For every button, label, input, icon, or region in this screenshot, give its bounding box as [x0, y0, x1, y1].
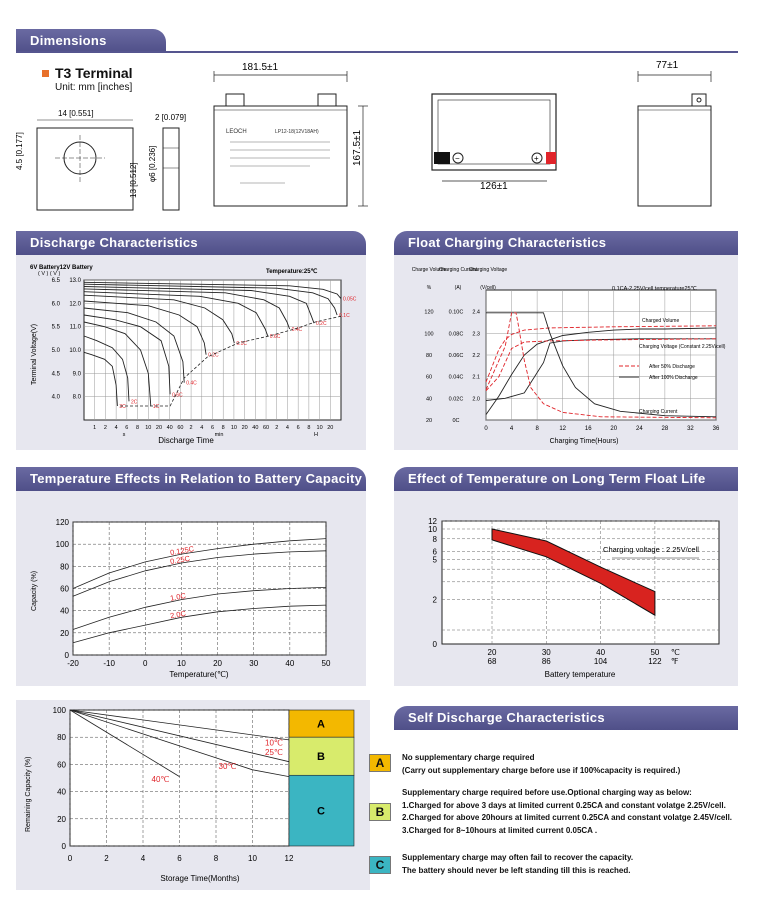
discharge-chart — [16, 255, 366, 450]
note-b-line: 3.Charged for 8~10hours at limited current 0.05CA . — [402, 825, 598, 835]
series-label: 30℃ — [218, 761, 237, 771]
legend-label: Charging Current — [639, 409, 678, 415]
y6-tick-label: 5.0 — [51, 348, 60, 354]
y-tick-label: 80 — [57, 733, 66, 743]
y12-tick-label: 10.0 — [69, 348, 81, 354]
x-tick-f: 104 — [593, 657, 608, 666]
column-unit: (V/cell) — [480, 285, 496, 291]
float-life-chart — [394, 491, 738, 686]
x-tick-label: 8 — [307, 425, 311, 431]
y-tick-label: 10 — [428, 524, 437, 534]
condition-label: 0.1CA-2.25V/cell temperature25℃ — [612, 286, 697, 292]
y-volume-tick: 60 — [425, 374, 433, 381]
y12-tick-label: 9.0 — [72, 371, 81, 378]
y-voltage-tick: 2.3 — [472, 331, 480, 338]
series-label: 2.0C — [169, 608, 187, 621]
series-label: 25℃ — [265, 747, 283, 757]
x-tick-label: 50 — [321, 659, 331, 668]
x-tick-f: 86 — [541, 657, 551, 666]
spacing-label: 126±1 — [480, 181, 508, 192]
x-tick-label: 40 — [285, 659, 295, 668]
y-current-tick: 0.04C — [448, 374, 464, 381]
x-tick-label: 4 — [285, 425, 289, 431]
y6-tick-label: 5.5 — [51, 324, 60, 331]
legend-label: Charging Voltage (Constant 2.25V/cell) — [639, 344, 726, 350]
y-tick-label: 20 — [57, 814, 66, 824]
note-c-line: Supplementary charge may often fail to recover the capacity. — [402, 853, 634, 862]
y-tick-label: 2 — [432, 595, 437, 605]
x-tick-label: 0 — [67, 854, 73, 863]
series-end-label: 2C — [130, 399, 138, 406]
y-tick-label: 5 — [432, 555, 437, 565]
float-header: Float Charging Characteristics — [394, 231, 738, 255]
x-tick-f: 122 — [648, 657, 662, 666]
x-tick-label: 2 — [104, 854, 109, 863]
y-current-tick: 0.08C — [448, 331, 464, 338]
label-model: LP12-18(12V18AH) — [275, 129, 319, 135]
y-tick-label: 20 — [60, 628, 69, 638]
header-left: 6V Battery12V Battery — [30, 265, 93, 271]
legend-label: After 50% Discharge — [649, 364, 695, 370]
note-b-line: Supplementary charge required before use.Optional charging way as below: — [402, 788, 692, 797]
y6-tick-label: 6.0 — [51, 301, 60, 308]
y-tick-label: 100 — [55, 540, 69, 550]
x-tick-label: 12 — [559, 426, 567, 432]
y-voltage-tick: 2.2 — [472, 353, 480, 359]
x-axis-label: Storage Time(Months) — [160, 874, 240, 883]
y-tick-label: 0 — [64, 651, 69, 660]
x-tick-f: 68 — [487, 657, 497, 666]
dimensions-header: Dimensions — [16, 29, 166, 53]
note-c — [402, 852, 633, 877]
x-tick-label: 16 — [584, 426, 592, 432]
note-a-line: No supplementary charge required — [402, 753, 535, 762]
legend-label: After 100% Discharge — [649, 375, 698, 381]
y-tick-label: 120 — [55, 518, 69, 527]
column-label: Charging Current — [438, 267, 478, 273]
y-tick-label: 6 — [432, 547, 437, 557]
y-current-tick: 0.06C — [448, 353, 464, 359]
t-offset-label: 4.5 [0.177] — [15, 132, 24, 170]
y-volume-tick: 80 — [425, 353, 433, 359]
label-brand: LEOCH — [226, 129, 247, 135]
x-unit-label: H — [314, 432, 318, 438]
series-label: 10℃ — [265, 738, 283, 748]
y-volume-tick: 120 — [424, 309, 434, 316]
length-label: 181.5±1 — [242, 62, 279, 73]
x-tick-c: 40 — [596, 648, 606, 657]
y12-tick-label: 12.0 — [69, 301, 81, 308]
x-tick-label: 10 — [316, 425, 323, 431]
y-tick-label: 0 — [61, 842, 66, 851]
note-box-c: C — [369, 856, 391, 874]
y-tick-label: 8 — [432, 534, 437, 544]
y6-tick-label: 4.0 — [51, 394, 60, 401]
column-unit: (A) — [454, 285, 462, 291]
y12-tick-label: 8.0 — [72, 394, 81, 401]
y-axis-label: Remaining Capacity (%) — [25, 756, 32, 832]
x-tick-label: 20 — [213, 659, 223, 668]
zone-label: A — [317, 718, 325, 731]
x-tick-label: 6 — [296, 425, 300, 431]
note-box-a: A — [369, 754, 391, 772]
y-volume-tick: 20 — [425, 418, 433, 424]
x-tick-label: 30 — [249, 659, 259, 668]
x-tick-label: 20 — [155, 425, 163, 431]
y-tick-label: 100 — [52, 706, 66, 715]
x-tick-label: 1 — [93, 425, 97, 431]
y-volume-tick: 100 — [424, 331, 434, 338]
temp-capacity-chart — [16, 491, 366, 686]
x-axis-label: Battery temperature — [544, 670, 616, 679]
x-unit-label: min — [214, 432, 224, 438]
y-current-tick: 0C — [452, 418, 460, 424]
discharge-header: Discharge Characteristics — [16, 231, 366, 255]
y-tick-label: 12 — [428, 517, 437, 526]
temp-capacity-header: Temperature Effects in Relation to Battery Capacity — [16, 467, 366, 491]
top-view-drawing — [420, 86, 580, 196]
x-tick-label: 10 — [176, 659, 186, 668]
t-width-label: 14 [0.551] — [58, 109, 94, 118]
series-label: 0.25C — [169, 553, 191, 567]
column-unit: % — [426, 285, 432, 291]
x-tick-label: 4 — [509, 426, 514, 432]
y-tick-label: 60 — [60, 584, 69, 594]
x-tick-label: 28 — [661, 426, 669, 432]
x-unit-c: ℃ — [670, 648, 680, 657]
series-label: 1.0C — [169, 591, 187, 603]
front-view-drawing — [200, 58, 380, 218]
y-volume-tick: 40 — [425, 396, 433, 403]
x-tick-label: 20 — [327, 425, 334, 431]
temperature-label: Temperature:25℃ — [266, 269, 318, 275]
series-end-label: 3C — [119, 404, 126, 410]
note-a-line: (Carry out supplementary charge before use if 100%capacity is required.) — [402, 765, 681, 775]
x-tick-label: 6 — [177, 854, 182, 863]
x-tick-label: 36 — [712, 426, 720, 432]
header-units: ( V ) ( V ) — [38, 271, 61, 277]
series-end-label: 0.4C — [186, 380, 197, 387]
x-tick-label: 60 — [177, 425, 184, 431]
x-tick-c: 50 — [650, 648, 660, 657]
x-tick-label: 10 — [230, 425, 237, 431]
series-end-label: 0.1C — [339, 313, 350, 319]
y-tick-label: 80 — [60, 562, 69, 572]
legend-label: Charged Volume — [642, 318, 680, 324]
x-tick-label: 20 — [241, 425, 248, 431]
t-height-label: 13 [0.512] — [129, 162, 138, 198]
x-unit-f: ℉ — [670, 657, 679, 666]
series-label: 0.125C — [169, 544, 195, 558]
side-view-drawing — [630, 58, 730, 218]
terminal-drawing — [0, 100, 200, 220]
float-charging-chart — [394, 255, 738, 450]
x-tick-label: 40 — [166, 425, 173, 431]
x-tick-label: 8 — [213, 854, 219, 863]
x-tick-label: 2 — [103, 425, 107, 431]
height-label: 167.5±1 — [352, 129, 363, 166]
y12-tick-label: 11.0 — [69, 324, 81, 331]
y-tick-label: 60 — [57, 760, 66, 770]
bullet-square — [42, 70, 49, 77]
series-end-label: 0.2C — [316, 321, 327, 328]
x-tick-label: 8 — [535, 426, 539, 432]
x-unit-label: s — [122, 432, 126, 438]
y12-tick-label: 13.0 — [69, 278, 81, 284]
x-tick-label: 4 — [114, 425, 118, 431]
note-b-line: 1.Charged for above 3 days at limited current 0.25CA and constant volatge 2.25V/cell. — [402, 800, 726, 810]
x-tick-label: 8 — [136, 425, 140, 431]
plot-area — [442, 521, 719, 644]
note-c-line: The battery should never be left standing till this is reached. — [402, 865, 631, 875]
x-tick-label: 60 — [262, 425, 270, 431]
series-label: 40℃ — [151, 775, 170, 784]
y-axis-label: Capacity (%) — [31, 570, 38, 611]
y-tick-label: 40 — [60, 606, 69, 616]
width-label: 77±1 — [656, 60, 679, 71]
zone-label: C — [317, 805, 325, 818]
series-end-label: 0.4C — [291, 327, 303, 333]
y-voltage-tick: 2.4 — [472, 309, 480, 316]
x-tick-label: 4 — [140, 854, 146, 863]
column-label: Charge Volume — [411, 267, 447, 273]
x-axis-label: Temperature(℃) — [169, 670, 229, 679]
note-a — [402, 752, 680, 777]
annotation-text: Charging voltage : 2.25V/cell — [603, 545, 699, 554]
temp-life-header: Effect of Temperature on Long Term Float Life — [394, 467, 738, 491]
unit-label: Unit: mm [inches] — [55, 82, 133, 93]
self-discharge-chart — [16, 700, 370, 895]
y-tick-label: 40 — [57, 787, 66, 797]
t-hole-label: φ6 [0.236] — [148, 145, 157, 182]
x-tick-label: 6 — [125, 425, 129, 431]
x-tick-c: 20 — [487, 648, 497, 657]
x-tick-label: 40 — [252, 425, 259, 431]
x-tick-label: 2 — [275, 425, 279, 431]
y-current-tick: 0.02C — [448, 396, 464, 403]
x-tick-label: 10 — [248, 854, 257, 863]
note-b-line: 2.Charged for above 20hours at limited current 0.25CA and constant volatge 2.45V/cell. — [402, 813, 733, 822]
terminal-title: T3 Terminal — [55, 65, 133, 81]
note-b — [402, 787, 732, 837]
y6-tick-label: 4.5 — [51, 371, 60, 378]
x-tick-label: 0 — [484, 426, 488, 432]
x-tick-label: 4 — [200, 425, 204, 431]
series-end-label: 0.05C — [343, 296, 357, 303]
x-tick-label: 10 — [145, 425, 152, 431]
series-end-label: 1C — [152, 404, 160, 410]
x-axis-label: Discharge Time — [158, 436, 214, 445]
series-end-label: 0.2C — [208, 352, 219, 359]
t-thick-label: 2 [0.079] — [155, 113, 187, 122]
self-discharge-header: Self Discharge Characteristics — [394, 706, 738, 730]
series-end-label: 0.1C — [236, 341, 247, 347]
x-tick-label: -10 — [103, 659, 115, 668]
y6-tick-label: 6.5 — [51, 278, 60, 284]
note-box-b: B — [369, 803, 391, 821]
y-axis-label: Terminal Voltage(V) — [31, 323, 38, 385]
x-tick-label: 6 — [210, 425, 215, 431]
series-end-label: 0.6C — [269, 334, 281, 340]
x-tick-label: 24 — [635, 426, 643, 432]
minus-sign: − — [455, 154, 460, 163]
x-tick-label: -20 — [67, 659, 79, 668]
y-current-tick: 0.10C — [448, 309, 464, 316]
zone-label: B — [317, 751, 325, 764]
y-voltage-tick: 2.0 — [472, 396, 480, 403]
y-voltage-tick: 2.1 — [472, 374, 480, 381]
x-tick-label: 0 — [143, 659, 148, 668]
x-tick-label: 20 — [610, 426, 618, 432]
x-tick-label: 8 — [221, 425, 225, 431]
y-tick-label: 0 — [432, 640, 437, 649]
column-label: Charging Voltage — [468, 267, 508, 273]
series-end-label: 0.6C — [172, 392, 183, 399]
x-axis-label: Charging Time(Hours) — [549, 438, 619, 445]
x-tick-c: 30 — [541, 648, 551, 657]
x-tick-label: 32 — [687, 426, 694, 432]
plus-sign: + — [534, 154, 539, 163]
dimensions-rule — [16, 51, 738, 53]
x-tick-label: 2 — [189, 425, 193, 431]
x-tick-label: 12 — [284, 854, 294, 863]
